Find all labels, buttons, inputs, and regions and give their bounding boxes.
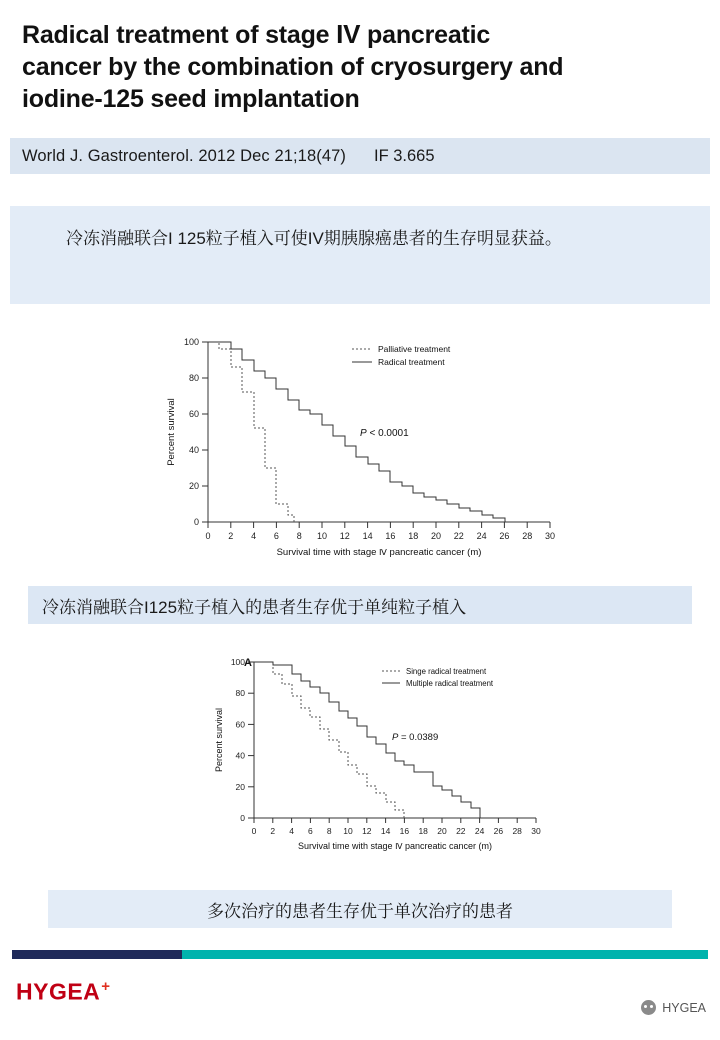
panel-label-a: A [244, 657, 252, 669]
svg-text:12: 12 [362, 826, 372, 836]
svg-text:P < 0.0001: P < 0.0001 [360, 428, 409, 439]
svg-text:Survival time with stage Ⅳ pan: Survival time with stage Ⅳ pancreatic cancer (m) [298, 841, 492, 851]
wechat-credit [641, 1000, 706, 1015]
journal-citation: World J. Gastroenterol. 2012 Dec 21;18(47) [22, 146, 346, 165]
chart-1-legend [352, 344, 451, 367]
svg-text:2: 2 [228, 531, 234, 541]
bottom-caption-band [48, 890, 672, 928]
svg-text:Percent survival: Percent survival [214, 707, 224, 773]
brand-logo [16, 978, 111, 1006]
survival-chart-single-vs-multiple [196, 648, 556, 860]
svg-text:18: 18 [418, 826, 428, 836]
mid-caption-text: 冷冻消融联合I125粒子植入的患者生存优于单纯粒子植入 [42, 597, 467, 617]
page-title [22, 18, 698, 115]
svg-text:0: 0 [251, 826, 257, 836]
svg-text:24: 24 [476, 531, 487, 541]
journal-citation-bar [10, 138, 710, 174]
svg-text:10: 10 [343, 826, 353, 836]
svg-text:26: 26 [499, 531, 510, 541]
svg-text:6: 6 [273, 531, 279, 541]
svg-text:8: 8 [296, 531, 302, 541]
svg-text:Singe radical treatment: Singe radical treatment [406, 667, 487, 676]
svg-text:10: 10 [316, 531, 328, 541]
title-line2: cancer by the combination of cryosurgery and [22, 53, 564, 82]
wechat-icon [641, 1000, 656, 1015]
svg-text:Palliative treatment: Palliative treatment [378, 344, 451, 354]
footer-rule-dark [12, 950, 182, 959]
bottom-caption-text: 多次治疗的患者生存优于单次治疗的患者 [207, 901, 513, 921]
svg-text:Percent survival: Percent survival [166, 398, 177, 466]
svg-text:Radical treatment: Radical treatment [378, 357, 445, 367]
medical-cross-icon: + [101, 978, 111, 995]
svg-text:0: 0 [205, 531, 211, 541]
svg-text:8: 8 [326, 826, 332, 836]
svg-text:12: 12 [339, 531, 350, 541]
svg-text:20: 20 [188, 481, 199, 491]
svg-text:40: 40 [235, 750, 245, 761]
title-line1-post: pancreatic [360, 21, 491, 49]
title-roman-numeral: IV [336, 19, 361, 49]
survival-chart-radical-vs-palliative [150, 326, 570, 564]
svg-text:0: 0 [193, 517, 199, 527]
svg-text:Multiple radical treatment: Multiple radical treatment [406, 679, 494, 688]
svg-text:30: 30 [531, 826, 541, 836]
mid-caption-band [28, 586, 692, 624]
footer-rule-teal [182, 950, 708, 959]
svg-text:20: 20 [437, 826, 447, 836]
svg-text:100: 100 [183, 337, 199, 347]
brand-name: HYGEA [16, 978, 101, 1005]
impact-factor: IF 3.665 [373, 146, 435, 165]
svg-text:14: 14 [380, 826, 391, 836]
title-line3: iodine-125 seed implantation [22, 85, 360, 114]
svg-text:80: 80 [235, 688, 245, 699]
svg-text:P = 0.0389: P = 0.0389 [392, 732, 439, 743]
svg-text:22: 22 [453, 531, 464, 541]
svg-text:28: 28 [512, 826, 522, 836]
title-line1-pre: Radical treatment of stage [22, 21, 337, 49]
footer-divider [12, 950, 708, 959]
top-conclusion-text: 冷冻消融联合I 125粒子植入可使IV期胰腺癌患者的生存明显获益。 [66, 229, 562, 248]
svg-text:0: 0 [240, 813, 245, 823]
svg-text:80: 80 [188, 373, 199, 383]
svg-text:24: 24 [474, 826, 485, 836]
svg-text:26: 26 [493, 826, 504, 836]
svg-text:22: 22 [456, 826, 466, 836]
svg-text:20: 20 [430, 531, 442, 541]
svg-text:Survival time with stage Ⅳ pan: Survival time with stage Ⅳ pancreatic cancer (m) [276, 547, 482, 558]
svg-text:60: 60 [188, 409, 199, 419]
svg-text:30: 30 [544, 531, 556, 541]
chart-1-svg [150, 326, 570, 564]
svg-text:100: 100 [230, 657, 245, 667]
svg-text:20: 20 [235, 782, 245, 792]
svg-text:2: 2 [270, 826, 276, 836]
svg-text:4: 4 [251, 531, 257, 541]
wechat-account-name: HYGEA [662, 1000, 706, 1015]
svg-text:6: 6 [308, 826, 313, 836]
svg-text:40: 40 [188, 445, 199, 455]
svg-text:60: 60 [235, 719, 245, 730]
svg-text:16: 16 [385, 531, 396, 541]
svg-text:14: 14 [362, 531, 373, 541]
svg-text:18: 18 [408, 531, 419, 541]
svg-text:28: 28 [522, 531, 533, 541]
chart-2-svg [196, 648, 556, 860]
svg-text:4: 4 [289, 826, 294, 836]
svg-text:16: 16 [399, 826, 410, 836]
chart-2-legend [382, 667, 494, 688]
top-conclusion-band [10, 206, 710, 304]
